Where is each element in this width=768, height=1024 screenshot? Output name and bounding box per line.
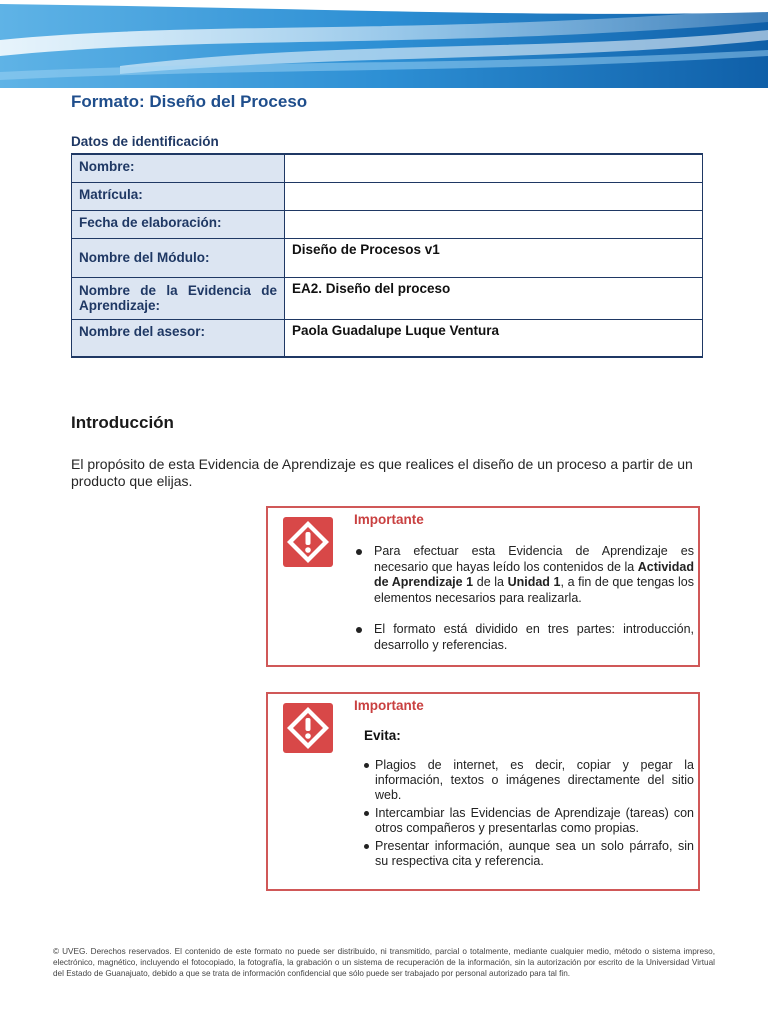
table-row — [72, 277, 703, 319]
row-value-asesor[interactable]: Paola Guadalupe Luque Ventura — [285, 319, 703, 357]
table-row — [72, 154, 703, 182]
row-label-modulo: Nombre del Módulo: — [72, 238, 285, 277]
warning-diamond-icon — [283, 517, 333, 567]
introduction-paragraph: El propósito de esta Evidencia de Aprendizaje es que realices el diseño de un proceso a partir de un producto que elijas. — [71, 456, 693, 489]
evita-subtitle: Evita: — [364, 728, 401, 743]
bullet-1-text-3: , a fin de que tengas los elementos necesarios para realizarla. — [374, 575, 694, 605]
row-label-nombre: Nombre: — [72, 154, 285, 182]
table-row — [72, 238, 703, 277]
introduction-heading: Introducción — [71, 413, 174, 432]
important-box-2 — [266, 692, 700, 891]
row-value-nombre[interactable] — [285, 154, 703, 182]
important-box-1-title: Importante — [354, 512, 424, 527]
row-value-matricula[interactable] — [285, 182, 703, 210]
identification-section-label: Datos de identificación — [71, 134, 219, 149]
row-value-fecha[interactable] — [285, 210, 703, 238]
bullet-1-activity: Actividad de Aprendizaje 1 — [374, 559, 694, 589]
table-row — [72, 182, 703, 210]
list-item — [354, 544, 694, 606]
table-row — [72, 319, 703, 357]
list-item: Presentar información, aunque sea un solo párrafo, sin su respectiva cita y referencia. — [364, 839, 694, 869]
bullet-1-unit: Unidad 1 — [507, 575, 561, 589]
row-label-matricula: Matrícula: — [72, 182, 285, 210]
bullet-1-text: Para efectuar esta Evidencia de Aprendizaje es necesario que hayas leído los contenidos de la — [374, 544, 694, 574]
document-title: Formato: Diseño del Proceso — [71, 92, 308, 111]
list-item: Intercambiar las Evidencias de Aprendizaje (tareas) con otros compañeros y presentarlas como propias. — [364, 806, 694, 836]
warning-diamond-icon — [283, 703, 333, 753]
row-value-evidencia[interactable]: EA2. Diseño del proceso — [285, 277, 703, 319]
important-box-1 — [266, 506, 700, 667]
identification-table — [71, 153, 703, 358]
copyright-footer: © UVEG. Derechos reservados. El contenido de este formato no puede ser distribuido, ni transmitido, parcial o totalmente, mediante cualquier medio, método o sistema impreso, electrónico, magnético, incluyendo el fotocopiado, la fotografía, la grabación o un sistema de recuperación de la información, sin la autorización por escrito de la Universidad Virtual del Estado de Guanajuato, debido a que se trata de información confidencial que sólo puede ser trabajado por personal autorizado para tal fin. — [53, 947, 715, 978]
row-label-fecha: Fecha de elaboración: — [72, 210, 285, 238]
row-label-asesor: Nombre del asesor: — [72, 319, 285, 357]
header-banner — [0, 0, 768, 88]
table-row — [72, 210, 703, 238]
list-item: El formato está dividido en tres partes: introducción, desarrollo y referencias. — [354, 622, 694, 653]
list-item: Plagios de internet, es decir, copiar y pegar la información, textos o imágenes directamente del sitio web. — [364, 758, 694, 803]
row-label-evidencia: Nombre de la Evidencia de Aprendizaje: — [72, 277, 285, 319]
important-box-2-list — [364, 758, 694, 872]
row-value-modulo[interactable]: Diseño de Procesos v1 — [285, 238, 703, 277]
important-box-2-title: Importante — [354, 698, 424, 713]
bullet-1-text-2: de la — [473, 575, 508, 589]
important-box-1-list — [354, 544, 694, 669]
